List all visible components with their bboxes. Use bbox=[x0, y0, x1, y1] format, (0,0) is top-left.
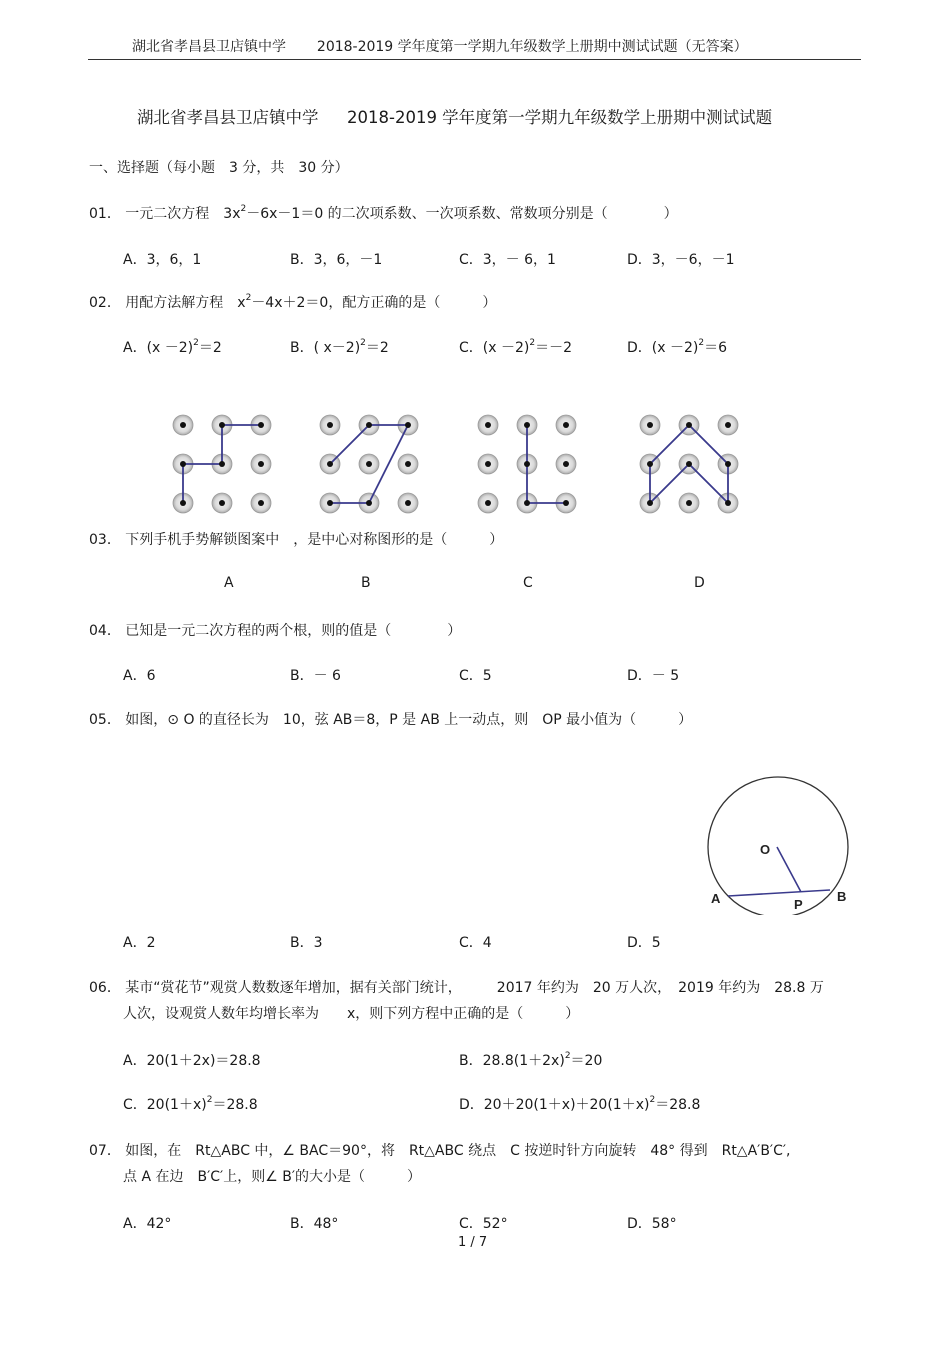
pattern-b-dot bbox=[366, 422, 372, 428]
pattern-a-dot bbox=[258, 422, 264, 428]
running-header bbox=[132, 36, 748, 56]
circle-figure bbox=[700, 770, 860, 915]
q3-label-d: D bbox=[694, 575, 705, 591]
q2-text-post: －4x＋2＝0，配方正确的是（ ） bbox=[251, 295, 497, 311]
pattern-b-dot bbox=[366, 500, 372, 506]
q2-a-post: ＝2 bbox=[198, 340, 222, 356]
q6-number: 06． bbox=[89, 980, 121, 996]
question-7-line1 bbox=[89, 1140, 791, 1160]
pattern-b-dot bbox=[327, 500, 333, 506]
q6-c-sup: 2 bbox=[206, 1095, 213, 1105]
pattern-c-dot bbox=[563, 422, 569, 428]
q7-option-b: B．48° bbox=[290, 1216, 339, 1232]
q4-option-b: B．－ 6 bbox=[290, 668, 341, 684]
pattern-d-dot bbox=[647, 500, 653, 506]
pattern-c-dot bbox=[485, 500, 491, 506]
q5-option-c: C．4 bbox=[459, 935, 492, 951]
circle-o bbox=[708, 777, 848, 915]
q3-label-c: C bbox=[523, 575, 533, 591]
q4-text: 已知是一元二次方程的两个根，则的值是（ ） bbox=[125, 623, 462, 639]
q1-sup: 2 bbox=[240, 204, 247, 214]
q5-option-d: D．5 bbox=[627, 935, 661, 951]
q2-c-post: ＝－2 bbox=[535, 340, 572, 356]
question-2 bbox=[89, 292, 496, 312]
q5-option-b: B．3 bbox=[290, 935, 323, 951]
q4-number: 04． bbox=[89, 623, 121, 639]
q2-c-sup: 2 bbox=[529, 338, 536, 348]
question-1 bbox=[89, 203, 678, 223]
pattern-b-dot bbox=[405, 422, 411, 428]
q6-text-1: 某市“赏花节”观赏人数数逐年增加，据有关部门统计， 2017 年约为 20 万人次， 2019 年约为 28.8 万 bbox=[125, 980, 824, 996]
pattern-a-dot bbox=[180, 500, 186, 506]
q1-option-b: B．3，6，－1 bbox=[290, 252, 383, 268]
pattern-d-dot bbox=[686, 461, 692, 467]
q2-d-pre: D．(x －2) bbox=[627, 340, 699, 356]
section-heading: 一、选择题（每小题 3 分，共 30 分） bbox=[89, 160, 349, 176]
q2-option-c bbox=[459, 337, 572, 357]
q6-b-sup: 2 bbox=[564, 1051, 571, 1061]
pattern-c-dot bbox=[485, 422, 491, 428]
q7-option-d: D．58° bbox=[627, 1216, 677, 1232]
pattern-d-dot bbox=[647, 422, 653, 428]
q6-c-pre: C．20(1＋x) bbox=[123, 1097, 207, 1113]
q2-b-post: ＝2 bbox=[365, 340, 389, 356]
q2-option-b bbox=[290, 337, 389, 357]
q6-text-2: 人次，设观赏人数年均增长率为 x，则下列方程中正确的是（ ） bbox=[123, 1006, 580, 1022]
q2-c-pre: C．(x －2) bbox=[459, 340, 530, 356]
label-p: P bbox=[794, 897, 803, 912]
q3-number: 03． bbox=[89, 532, 121, 548]
q3-label-b: B bbox=[361, 575, 371, 591]
q2-number: 02． bbox=[89, 295, 121, 311]
header-school: 湖北省孝昌县卫店镇中学 bbox=[132, 39, 286, 55]
question-6-line1 bbox=[89, 977, 824, 997]
pattern-a-dot bbox=[258, 500, 264, 506]
q6-a-pre: A．20(1＋2x)＝28.8 bbox=[123, 1053, 261, 1069]
q4-option-d: D．－ 5 bbox=[627, 668, 680, 684]
q7-text-1: 如图，在 Rt△ABC 中，∠ BAC＝90°，将 Rt△ABC 绕点 C 按逆时针方向旋转 48° 得到 Rt△A′B′C′, bbox=[125, 1143, 791, 1159]
pattern-a-dot bbox=[219, 500, 225, 506]
q1-option-d: D．3，－6，－1 bbox=[627, 252, 735, 268]
pattern-a-dot bbox=[219, 461, 225, 467]
header-rule bbox=[88, 59, 861, 60]
pattern-d-dot bbox=[725, 461, 731, 467]
doc-title-text: 2018-2019 学年度第一学期九年级数学上册期中测试试题 bbox=[347, 108, 773, 127]
pattern-c-dot bbox=[485, 461, 491, 467]
q6-c-post: ＝28.8 bbox=[212, 1097, 258, 1113]
q6-d-sup: 2 bbox=[649, 1095, 656, 1105]
pattern-a-dot bbox=[219, 422, 225, 428]
q5-number: 05． bbox=[89, 712, 121, 728]
q6-option-c bbox=[123, 1094, 258, 1114]
label-a: A bbox=[711, 891, 721, 906]
pattern-c-dot bbox=[524, 422, 530, 428]
question-3 bbox=[89, 529, 503, 549]
pattern-b-dot bbox=[405, 500, 411, 506]
pattern-c-dot bbox=[563, 461, 569, 467]
q7-option-c: C．52° bbox=[459, 1216, 508, 1232]
doc-title bbox=[137, 104, 772, 128]
question-4 bbox=[89, 620, 461, 640]
pattern-c-dot bbox=[524, 500, 530, 506]
pattern-b-dot bbox=[327, 461, 333, 467]
q2-option-a bbox=[123, 337, 222, 357]
q2-option-d bbox=[627, 337, 727, 357]
q5-option-a: A．2 bbox=[123, 935, 156, 951]
pattern-c-dot bbox=[563, 500, 569, 506]
q4-option-c: C．5 bbox=[459, 668, 492, 684]
pattern-b-dot bbox=[366, 461, 372, 467]
pattern-b-dot bbox=[405, 461, 411, 467]
q2-a-pre: A．(x －2) bbox=[123, 340, 194, 356]
label-o: O bbox=[760, 842, 771, 857]
pattern-a-dot bbox=[180, 422, 186, 428]
q4-option-a: A．6 bbox=[123, 668, 156, 684]
q6-option-a bbox=[123, 1050, 261, 1070]
q7-text-2: 点 A 在边 B′C′上，则∠ B′的大小是（ ） bbox=[123, 1169, 421, 1185]
pattern-c-dot bbox=[524, 461, 530, 467]
q2-sup: 2 bbox=[245, 293, 252, 303]
page-number: 1 / 7 bbox=[458, 1235, 488, 1250]
pattern-b-dot bbox=[327, 422, 333, 428]
q2-a-sup: 2 bbox=[193, 338, 199, 348]
q7-option-a: A．42° bbox=[123, 1216, 172, 1232]
pattern-a-dot bbox=[180, 461, 186, 467]
segment-op bbox=[777, 847, 801, 892]
pattern-d-dot bbox=[725, 422, 731, 428]
q2-d-sup: 2 bbox=[698, 338, 705, 348]
q1-text-pre: 一元二次方程 3x bbox=[125, 206, 241, 222]
pattern-a-dot bbox=[258, 461, 264, 467]
q1-text-post: －6x－1＝0 的二次项系数、一次项系数、常数项分别是（ ） bbox=[246, 206, 678, 222]
pattern-d-dot bbox=[725, 500, 731, 506]
question-5 bbox=[89, 709, 692, 729]
q1-option-a: A．3，6，1 bbox=[123, 252, 202, 268]
label-b: B bbox=[837, 889, 847, 904]
doc-title-school: 湖北省孝昌县卫店镇中学 bbox=[137, 108, 319, 127]
pattern-d-dot bbox=[686, 422, 692, 428]
q2-text-pre: 用配方法解方程 x bbox=[125, 295, 246, 311]
q1-number: 01． bbox=[89, 206, 121, 222]
q6-d-post: ＝28.8 bbox=[655, 1097, 701, 1113]
q1-option-c: C．3，－ 6，1 bbox=[459, 252, 556, 268]
q3-label-a: A bbox=[224, 575, 234, 591]
pattern-d-dot bbox=[686, 500, 692, 506]
pattern-d-dot bbox=[647, 461, 653, 467]
q6-d-pre: D．20＋20(1＋x)＋20(1＋x) bbox=[459, 1097, 650, 1113]
q6-b-pre: B．28.8(1＋2x) bbox=[459, 1053, 565, 1069]
q6-option-b bbox=[459, 1050, 602, 1070]
unlock-patterns-figure bbox=[160, 405, 760, 523]
header-title: 2018-2019 学年度第一学期九年级数学上册期中测试试题（无答案） bbox=[316, 39, 748, 55]
q2-d-post: ＝6 bbox=[704, 340, 728, 356]
q6-option-d bbox=[459, 1094, 700, 1114]
chord-ab bbox=[728, 890, 830, 896]
q7-number: 07． bbox=[89, 1143, 121, 1159]
q2-b-pre: B．( x－2) bbox=[290, 340, 361, 356]
q5-text: 如图，⊙ O 的直径长为 10，弦 AB＝8，P 是 AB 上一动点，则 OP 最小值为（ ） bbox=[125, 712, 693, 728]
q6-b-post: ＝20 bbox=[570, 1053, 603, 1069]
q2-b-sup: 2 bbox=[360, 338, 366, 348]
q3-text: 下列手机手势解锁图案中 ，是中心对称图形的是（ ） bbox=[125, 532, 504, 548]
